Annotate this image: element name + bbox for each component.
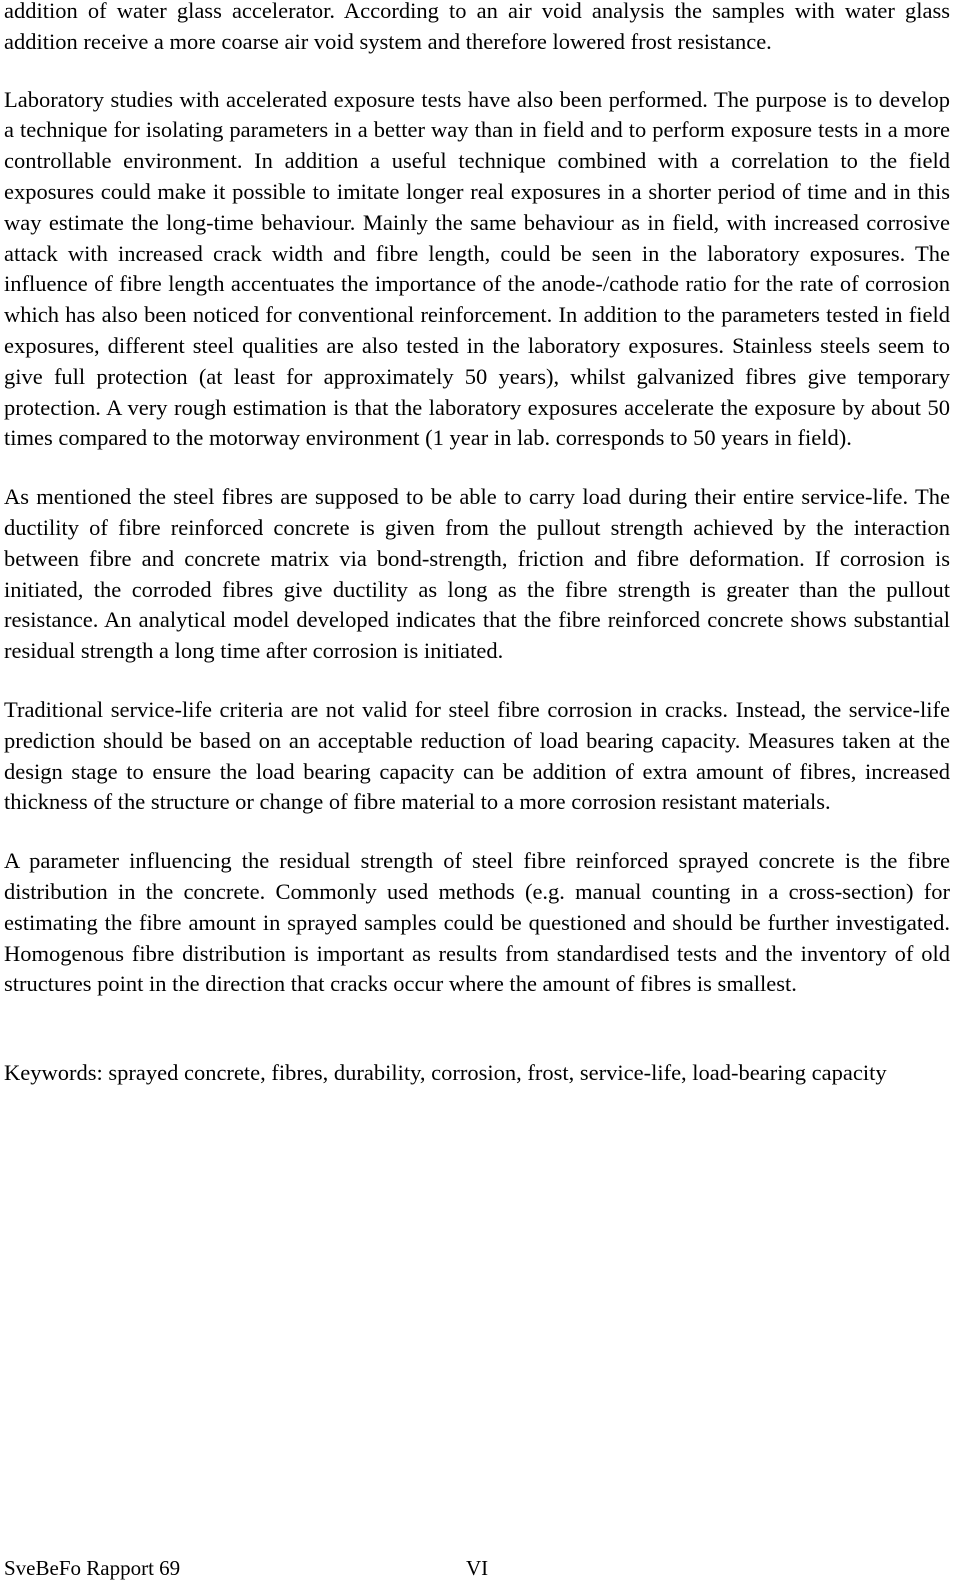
keywords-paragraph: Keywords: sprayed concrete, fibres, durability, corrosion, frost, service-life, load-bearing capacity bbox=[4, 1060, 887, 1086]
paragraph-service-life-criteria: Traditional service-life criteria are not valid for steel fibre corrosion in cracks. Instead, the service-life prediction should be based on an acceptable reduction of load bearing capacity. Measures taken at the design stage to ensure the load bearing capacity can be addition of extra amount of fibres, increased thickness of the structure or change of fibre material to a more corrosion resistant materials. bbox=[4, 696, 950, 815]
paragraph-fibre-distribution: A parameter influencing the residual strength of steel fibre reinforced sprayed concrete is the fibre distribution in the concrete. Commonly used methods (e.g. manual counting in a cross-section) for estimating the fibre amount in sprayed samples could be questioned and should be further investigated. Homogenous fibre distribution is important as results from standardised tests and the inventory of old structures point in the direction that cracks occur where the amount of fibres is smallest. bbox=[4, 848, 950, 997]
report-name: SveBeFo Rapport 69 bbox=[4, 1556, 181, 1580]
page-footer bbox=[4, 1554, 950, 1582]
page-number: VI bbox=[466, 1556, 489, 1580]
document-page bbox=[4, 0, 950, 1089]
paragraph-water-glass: addition of water glass accelerator. According to an air void analysis the samples with water glass addition receive a more coarse air void system and therefore lowered frost resistance. bbox=[4, 0, 950, 54]
paragraph-laboratory-studies: Laboratory studies with accelerated exposure tests have also been performed. The purpose is to develop a technique for isolating parameters in a better way than in field and to perform exposure tests in a more controllable environment. In addition a useful technique combined with a correlation to the field exposures could make it possible to imitate longer real exposures in a shorter period of time and in this way estimate the long-time behaviour. Mainly the same behaviour as in field, with increased corrosive attack with increased crack width and fibre length, could be seen in the laboratory exposures. The influence of fibre length accentuates the importance of the anode-/cathode ratio for the rate of corrosion which has also been noticed for conventional reinforcement. In addition to the parameters tested in field exposures, different steel qualities are also tested in the laboratory exposures. Stainless steels seem to give full protection (at least for approximately 50 years), whilst galvanized fibres give temporary protection. A very rough estimation is that the laboratory exposures accelerate the exposure by about 50 times compared to the motorway environment (1 year in lab. corresponds to 50 years in field). bbox=[4, 86, 950, 451]
paragraph-steel-fibres-load: As mentioned the steel fibres are supposed to be able to carry load during their entire service-life. The ductility of fibre reinforced concrete is given from the pullout strength achieved by the interaction between fibre and concrete matrix via bond-strength, friction and fibre deformation. If corrosion is initiated, the corroded fibres give ductility as long as the fibre strength is greater than the pullout resistance. An analytical model developed indicates that the fibre reinforced concrete shows substantial residual strength a long time after corrosion is initiated. bbox=[4, 484, 950, 664]
